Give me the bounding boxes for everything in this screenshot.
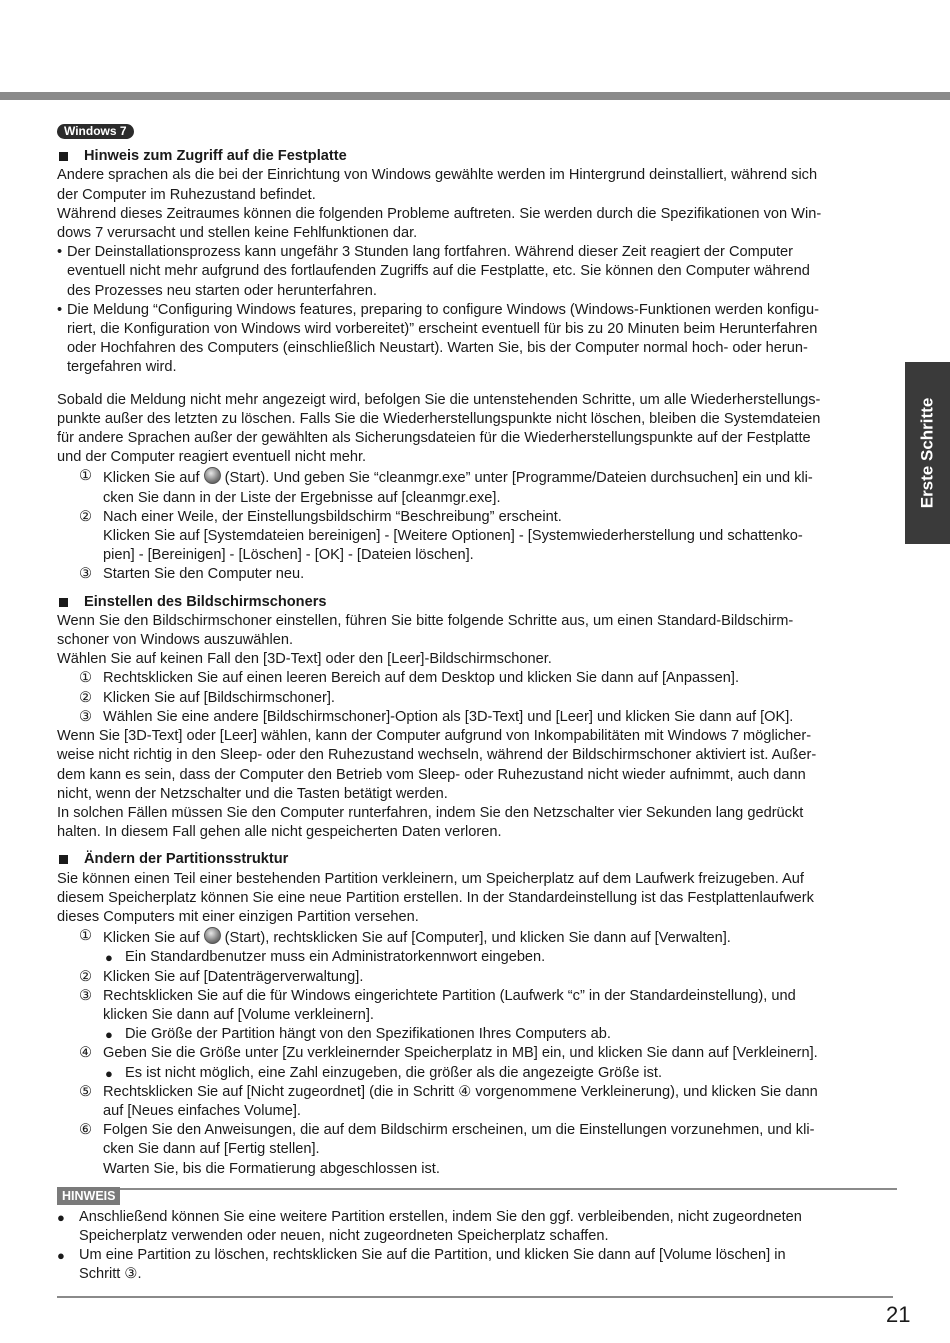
dot-bullet-icon: ● bbox=[105, 950, 113, 966]
step-number: ④ bbox=[79, 1045, 93, 1062]
list-item: • Die Meldung “Configuring Windows features, preparing to configure Windows (Windows-Funktionen werden konfigu- riert, die Konfiguration von Windows wird vorbereitet)” erscheint eventuell für bis zu 20 Minuten beim Herunterfahren oder Hochfahren des Computers (einschließlich Neustart). Warten Sie, bis der Computer normal hoch- oder herun- tergefahren wird. bbox=[57, 301, 897, 378]
step-item: ⑤ Rechtsklicken Sie auf [Nicht zugeordnet] (die in Schritt ④ vorgenommene Verkleinerung), und klicken Sie dann auf [Neues einfaches Volume]. bbox=[57, 1083, 897, 1121]
sub-bullet: ● Ein Standardbenutzer muss ein Administratorkennwort eingeben. bbox=[57, 948, 897, 967]
windows-start-icon bbox=[204, 927, 221, 944]
page-number: 21 bbox=[886, 1302, 911, 1327]
step-item: ② Klicken Sie auf [Bildschirmschoner]. bbox=[57, 689, 897, 708]
dot-bullet-icon: ● bbox=[105, 1065, 113, 1081]
bullet-icon: • bbox=[57, 301, 63, 318]
step-item: ① Klicken Sie auf (Start). Und geben Sie “cleanmgr.exe” unter [Programme/Dateien durchsuchen] ein und kli- cken Sie dann in der Liste der Ergebnisse auf [cleanmgr.exe]. bbox=[57, 467, 897, 507]
section-heading-festplatte: Hinweis zum Zugriff auf die Festplatte bbox=[57, 147, 897, 166]
step-number: ② bbox=[79, 689, 93, 706]
top-rule bbox=[0, 92, 950, 100]
step-item: ⑥ Folgen Sie den Anweisungen, die auf dem Bildschirm erscheinen, um die Einstellungen vorzunehmen, und kli- cken Sie dann auf [Fertig stellen]. Warten Sie, bis die Formatierung abgeschlossen ist. bbox=[57, 1121, 897, 1179]
step-item: ③ Rechtsklicken Sie auf die für Windows eingerichtete Partition (Laufwerk “c” in der Standardeinstellung), und klicken Sie dann auf [Volume verkleinern]. bbox=[57, 987, 897, 1025]
note-badge: HINWEIS bbox=[57, 1187, 120, 1205]
square-bullet-icon bbox=[59, 598, 68, 607]
sub-bullet: ● Es ist nicht möglich, eine Zahl einzugeben, die größer als die angezeigte Größe ist. bbox=[57, 1064, 897, 1083]
step-item: ④ Geben Sie die Größe unter [Zu verkleinernder Speicherplatz in MB] ein, und klicken Sie dann auf [Verkleinern]. bbox=[57, 1044, 897, 1063]
step-number: ③ bbox=[79, 708, 93, 725]
paragraph-line: Andere sprachen als die bei der Einrichtung von Windows gewählte werden im Hintergrund deinstalliert, während sich bbox=[57, 167, 818, 184]
square-bullet-icon bbox=[59, 152, 68, 161]
square-bullet-icon bbox=[59, 855, 68, 864]
bottom-rule bbox=[57, 1296, 893, 1298]
paragraph-line: der Computer im Ruhezustand befindet. bbox=[57, 186, 316, 203]
dot-bullet-icon: ● bbox=[105, 1027, 113, 1043]
page-content: Windows 7 Hinweis zum Zugriff auf die Festplatte Andere sprachen als die bei der Einrichtung von Windows gewählte werden im Hintergrund deinstalliert, während sich der Computer im Ruhezustand befindet. Während dieses Zeitraumes können die folgenden Probleme auftreten. Sie werden durch die Spezifikationen von Win- dows 7 verursacht und stellen keine Fehlfunktionen dar. • Der Deinstallationsprozess kann ungefähr 3 Stunden lang fortfahren. Während dieser Zeit reagiert der Computer eventuell nicht mehr aufgrund des fortlaufenden Zugriffs auf die Festplatte, etc. Sie können den Computer während des Prozesses neu starten oder herunterfahren. • Die Meldung “Configuring Windows features, preparing to configure Windows (Windows-Funktionen werden konfigu- riert, die Konfiguration von Windows wird vorbereitet)” erscheint eventuell für bis zu 20 Minuten beim Herunterfahren oder Hochfahren des Computers (einschließlich Neustart). Warten Sie, bis der Computer normal hoch- oder herun- tergefahren wird. Sobald die Meldung nicht mehr angezeigt wird, befolgen Sie die untenstehenden Schritte, um alle Wiederherstellungs- punkte außer des letzten zu löschen. Falls Sie die Wiederherstellungspunkte nicht löschen, bleiben die Systemdateien für andere Sprachen außer der gewählten als Sicherungsdateien für die Wiederherstellungspunkte auf der Festplatte und der Computer reagiert eventuell nicht mehr. ① Klicken Sie auf (Start). Und geben Sie “cleanmgr.exe” unter [Programme/Dateien durchsuchen] ein und kli- cken Sie dann in der Liste der Ergebnisse auf [cleanmgr.exe]. ② Nach einer Weile, der Einstellungsbildschirm “Beschreibung” erscheint. Klicken Sie auf [Systemdateien bereinigen] - [Weitere Optionen] - [Systemwiederherstellung und schattenko- pien] - [Bereinigen] - [Löschen] - [OK] - [Dateien löschen]. ③ Starten Sie den Computer neu. Einstellen des Bildschirmschoners Wenn Sie den Bildschirmschoner einstellen, führen Sie bitte folgende Schritte aus, um einen Standard-Bildschirm- schoner von Windows auszuwählen. Wählen Sie auf keinen Fall den [3D-Text] oder den [Leer]-Bildschirmschoner. ① Rechtsklicken Sie auf einen leeren Bereich auf dem Desktop und klicken Sie dann auf [Anpassen]. ② Klicken Sie auf [Bildschirmschoner]. ③ Wählen Sie eine andere [Bildschirmschoner]-Option als [3D-Text] und [Leer] und klicken Sie dann auf [OK]. Wenn Sie [3D-Text] oder [Leer] wählen, kann der Computer aufgrund von Inkompabilitäten mit Windows 7 möglicher- weise nicht richtig in den Sleep- oder den Ruhezustand wechseln, während der Bildschirmschoner aktiviert ist. Außer- dem kann es sein, dass der Computer den Betrieb vom Sleep- oder Ruhezustand nicht wieder aufnimmt, auch dann nicht, wenn der Netzschalter und die Tasten betätigt werden. In solchen Fällen müssen Sie den Computer runterfahren, indem Sie den Netzschalter vier Sekunden lang gedrückt halten. In diesem Fall gehen alle nicht gespeicherten Daten verloren. Ändern der Partitionsstruktur Sie können einen Teil einer bestehenden Partition verkleinern, um Speicherplatz auf dem Laufwerk freizugeben. Auf diesem Speicherplatz können Sie eine neue Partition erstellen. In der Standardeinstellung ist das Festplattenlaufwerk dieses Computers mit einer einzigen Partition versehen. ① Klicken Sie auf (Start), rechtsklicken Sie auf [Computer], und klicken Sie dann auf [Verwalten]. ● Ein Standardbenutzer muss ein Administratorkennwort eingeben. ② Klicken Sie auf [Datenträgerverwaltung]. ③ Rechtsklicken Sie auf die für Windows eingerichtete Partition (Laufwerk “c” in der Standardeinstellung), und klicken Sie dann auf [Volume verkleinern]. ● Die Größe der Partition hängt von den Spezifikationen Ihres Computers ab. ④ Geben Sie die Größe unter [Zu verkleinernder Speicherplatz in MB] ein, und klicken Sie dann auf [Verkleinern]. ● Es ist nicht möglich, eine Zahl einzugeben, die größer als die angezeigte Größe ist. ⑤ Rechtsklicken Sie auf [Nicht zugeordnet] (die in Schritt ④ vorgenommene Verkleinerung), und klicken Sie dann auf [Neues einfaches Volume]. ⑥ Folgen Sie den Anweisungen, die auf dem Bildschirm erscheinen, um die Einstellungen vorzunehmen, und kli- cken Sie dann auf [Fertig stellen]. Warten Sie, bis die Formatierung abgeschlossen ist. HINWEIS ● Anschließend können Sie eine weitere Partition erstellen, indem Sie den ggf. verbleibenden, nicht zugeordneten Speicherplatz verwenden oder neuen, nicht zugeordneten Speicherplatz schaffen. ● Um eine Partition zu löschen, rechtsklicken Sie auf die Partition, und klicken Sie dann auf [Volume löschen] in Schritt ③. bbox=[57, 122, 897, 1285]
section-heading-bildschirmschoner: Einstellen des Bildschirmschoners bbox=[57, 593, 897, 612]
paragraph-line: Während dieses Zeitraumes können die folgenden Probleme auftreten. Sie werden durch die Spezifikationen von Win- bbox=[57, 205, 822, 222]
step-item: ① Klicken Sie auf (Start), rechtsklicken Sie auf [Computer], und klicken Sie dann auf [Verwalten]. bbox=[57, 927, 897, 948]
os-badge: Windows 7 bbox=[57, 124, 134, 139]
note-item: ● Anschließend können Sie eine weitere Partition erstellen, indem Sie den ggf. verbleibenden, nicht zugeordneten Speicherplatz verwenden oder neuen, nicht zugeordneten Speicherplatz schaffen. bbox=[57, 1208, 897, 1246]
note-divider bbox=[120, 1188, 897, 1190]
step-number: ② bbox=[79, 508, 93, 525]
step-item: ② Klicken Sie auf [Datenträgerverwaltung]. bbox=[57, 968, 897, 987]
note-header bbox=[57, 1187, 897, 1205]
step-item: ③ Wählen Sie eine andere [Bildschirmschoner]-Option als [3D-Text] und [Leer] und klicken Sie dann auf [OK]. bbox=[57, 708, 897, 727]
step-item: ① Rechtsklicken Sie auf einen leeren Bereich auf dem Desktop und klicken Sie dann auf [Anpassen]. bbox=[57, 669, 897, 688]
sub-bullet: ● Die Größe der Partition hängt von den Spezifikationen Ihres Computers ab. bbox=[57, 1025, 897, 1044]
step-number: ⑤ bbox=[79, 1083, 93, 1100]
dot-bullet-icon: ● bbox=[57, 1248, 65, 1264]
step-item: ② Nach einer Weile, der Einstellungsbildschirm “Beschreibung” erscheint. Klicken Sie auf [Systemdateien bereinigen] - [Weitere Optionen] - [Systemwiederherstellung und schattenko- pien] - [Bereinigen] - [Löschen] - [OK] - [Dateien löschen]. bbox=[57, 508, 897, 566]
step-number: ① bbox=[79, 670, 93, 687]
paragraph: Sobald die Meldung nicht mehr angezeigt wird, befolgen Sie die untenstehenden Schritte, um alle Wiederherstellungs- punkte außer des letzten zu löschen. Falls Sie die Wiederherstellungspunkte nicht löschen, bleiben die Systemdateien für andere Sprachen außer der gewählten als Sicherungsdateien für die Wiederherstellungspunkte auf der Festplatte und der Computer reagiert eventuell nicht mehr. bbox=[57, 391, 821, 466]
step-item: ③ Starten Sie den Computer neu. bbox=[57, 565, 897, 584]
step-number: ③ bbox=[79, 566, 93, 583]
dot-bullet-icon: ● bbox=[57, 1209, 65, 1225]
chapter-tab-label: Erste Schritte bbox=[917, 397, 937, 509]
section-heading-partition: Ändern der Partitionsstruktur bbox=[57, 850, 897, 869]
step-number: ② bbox=[79, 968, 93, 985]
bullet-icon: • bbox=[57, 244, 63, 261]
step-number: ⑥ bbox=[79, 1122, 93, 1139]
step-number: ① bbox=[79, 468, 93, 485]
chapter-tab bbox=[905, 362, 950, 544]
step-number: ① bbox=[79, 928, 93, 945]
note-item: ● Um eine Partition zu löschen, rechtsklicken Sie auf die Partition, und klicken Sie dann auf [Volume löschen] in Schritt ③. bbox=[57, 1246, 897, 1284]
list-item: • Der Deinstallationsprozess kann ungefähr 3 Stunden lang fortfahren. Während dieser Zeit reagiert der Computer eventuell nicht mehr aufgrund des fortlaufenden Zugriffs auf die Festplatte, etc. Sie können den Computer während des Prozesses neu starten oder herunterfahren. bbox=[57, 243, 897, 301]
windows-start-icon bbox=[204, 467, 221, 484]
paragraph-line: dows 7 verursacht und stellen keine Fehlfunktionen dar. bbox=[57, 225, 418, 242]
step-number: ③ bbox=[79, 987, 93, 1004]
